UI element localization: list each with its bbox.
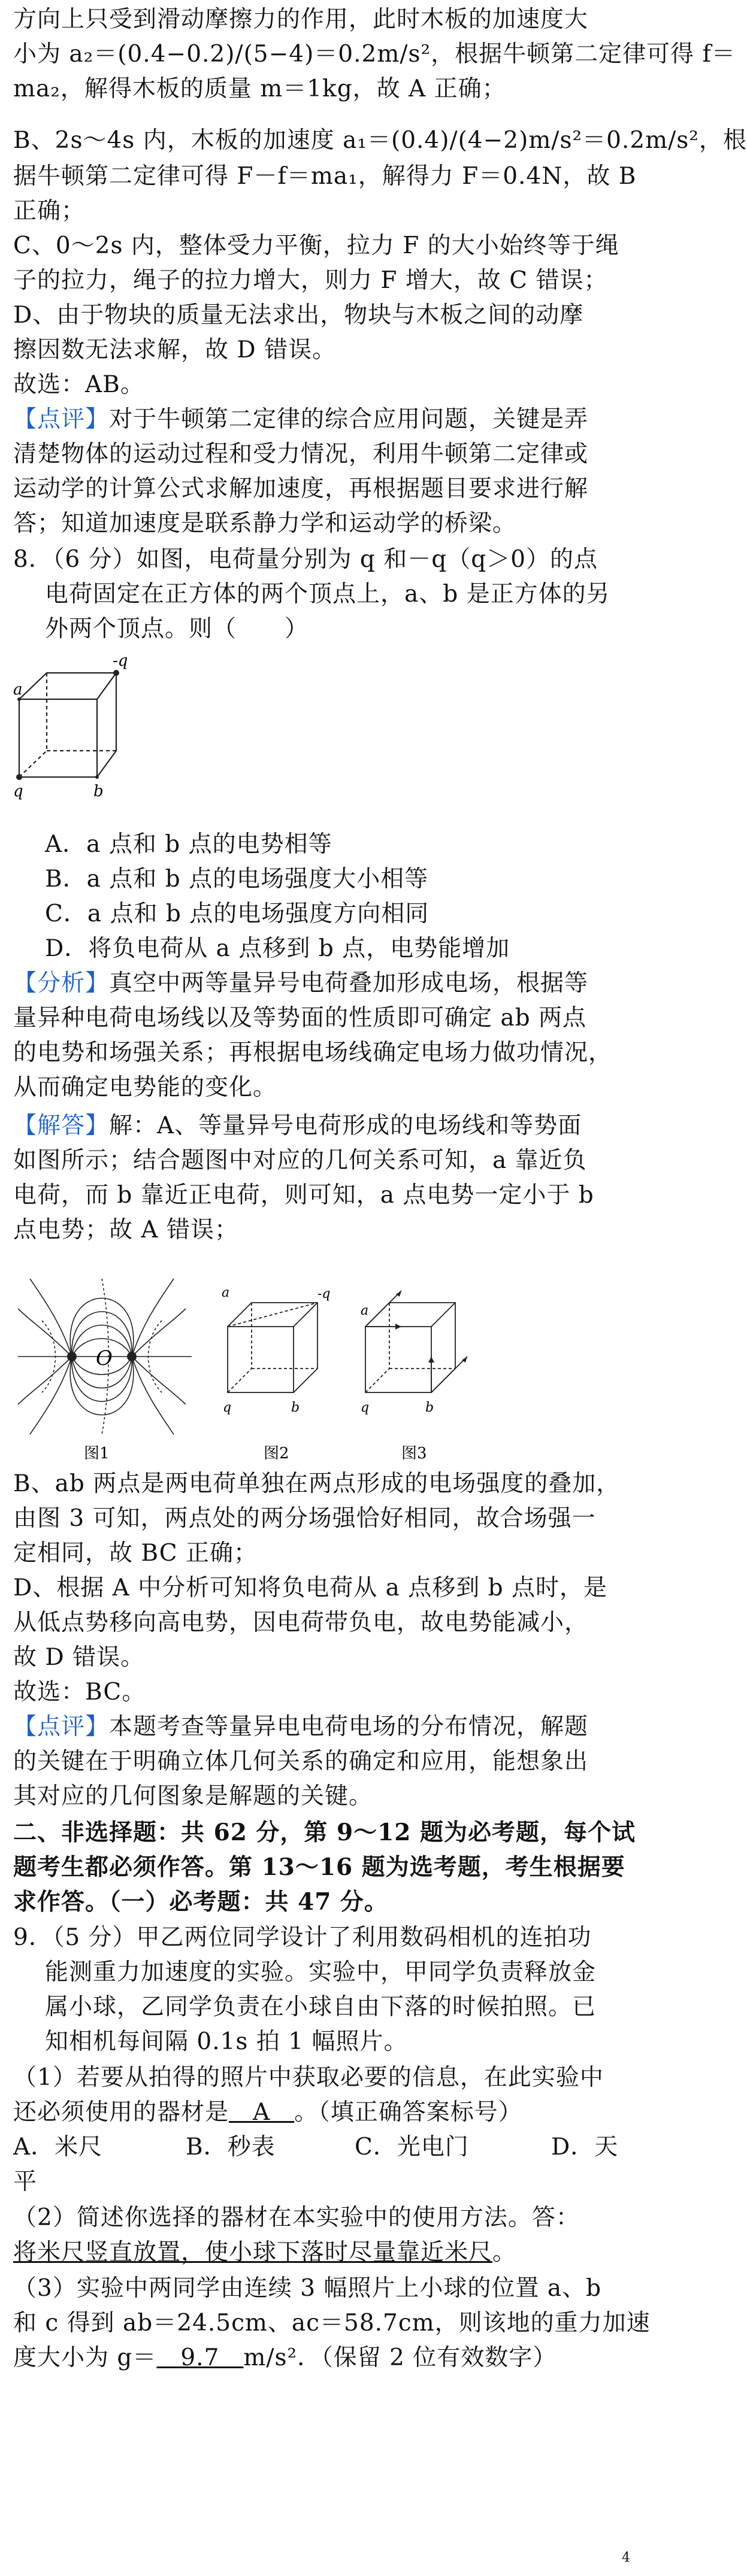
figure-3-cube	[365, 1291, 467, 1392]
text-fragment: 。	[492, 2239, 517, 2266]
section-heading: 二、非选择题：共 62 分，第 9～12 题为必考题，每个试	[13, 1819, 636, 1846]
answer-text: 解：A、等量异号电荷形成的电场线和等势面	[109, 1112, 582, 1139]
label-O: O	[96, 1346, 113, 1370]
comment-line	[13, 1712, 588, 1742]
fig2-label-a: a	[222, 1285, 230, 1300]
option-a: A．米尺	[13, 2134, 103, 2161]
fig2-label-minus-q: -q	[317, 1287, 331, 1301]
comment-text: 对于牛顿第二定律的综合应用问题，关键是弄	[109, 406, 589, 433]
text-line: 由图 3 可知，两点处的两分场强恰好相同，故合场强一	[13, 1505, 596, 1532]
text-line: 点电势；故 A 错误；	[13, 1216, 238, 1243]
text-line: 子的拉力，绳子的拉力增大，则力 F 增大，故 C 错误；	[13, 267, 608, 294]
text-line: 如图所示；结合题图中对应的几何关系可知，a 靠近负	[13, 1147, 587, 1174]
page-number: 4	[622, 2550, 630, 2565]
answer-tag: 【解答】	[13, 1112, 110, 1139]
fig3-label-a: a	[361, 1303, 369, 1318]
text-line: 从低点势移向高电势，因电荷带负电，故电势能减小，	[13, 1609, 589, 1636]
text-line: （2）简述你选择的器材在本实验中的使用方法。答：	[13, 2204, 580, 2231]
label-b: b	[93, 782, 104, 800]
option-c: C．a 点和 b 点的电场强度方向相同	[45, 900, 430, 927]
text-line: 电荷固定在正方体的两个顶点上，a、b 是正方体的另	[45, 581, 610, 608]
text-fragment: 。（填正确答案标号）	[294, 2099, 522, 2126]
text-line: 答；知道加速度是联系静力学和运动学的桥梁。	[13, 510, 517, 537]
fill-in-line	[13, 2238, 516, 2268]
text-line: 和 c 得到 ab＝24.5cm、ac＝58.7cm，则该地的重力加速	[13, 2310, 651, 2337]
question-title: 8．（6 分）如图，电荷量分别为 q 和－q（q＞0）的点	[13, 546, 598, 573]
fig2-label-q: q	[223, 1400, 232, 1415]
comment-line	[13, 405, 588, 435]
text-fragment: 度大小为 g＝	[13, 2344, 157, 2371]
field-figures	[6, 1255, 461, 1464]
text-line: D、根据 A 中分析可知将负电荷从 a 点移到 b 点时，是	[13, 1574, 608, 1601]
fig3-label-b: b	[425, 1400, 434, 1415]
text-line: 知相机每间隔 0.1s 拍 1 幅照片。	[45, 2028, 408, 2055]
text-line: 的电势和场强关系；再根据电场线确定电场力做功情况，	[13, 1039, 613, 1066]
fill-in-line	[13, 2343, 557, 2373]
text-fragment: 还必须使用的器材是	[13, 2099, 229, 2126]
text-line: ma₂，解得木板的质量 m＝1kg，故 A 正确；	[13, 75, 506, 102]
text-line: （1）若要从拍得的照片中获取必要的信息，在此实验中	[13, 2064, 604, 2091]
answer-line	[13, 1111, 582, 1141]
text-line: 据牛顿第二定律可得 F－f＝ma₁，解得力 F＝0.4N，故 B	[13, 163, 637, 190]
text-line: 能测重力加速度的实验。实验中，甲同学负责释放金	[45, 1959, 597, 1986]
text-line: （3）实验中两同学由连续 3 幅照片上小球的位置 a、b	[13, 2275, 602, 2302]
text-line: 故选：AB。	[13, 371, 144, 398]
analysis-text: 真空中两等量异号电荷叠加形成电场，根据等	[109, 970, 589, 997]
label-a: a	[13, 681, 23, 699]
comment-tag: 【点评】	[13, 406, 110, 433]
text-line: 属小球，乙同学负责在小球自由下落的时候拍照。已	[45, 1994, 597, 2020]
comment-tag: 【点评】	[13, 1713, 110, 1740]
option-d-tail: 平	[13, 2168, 38, 2195]
text-line: 运动学的计算公式求解加速度，再根据题目要求进行解	[13, 475, 589, 502]
text-line: B、ab 两点是两电荷单独在两点形成的电场强度的叠加，	[13, 1470, 621, 1497]
figure-2-cube	[228, 1303, 317, 1392]
text-line: 擦因数无法求解，故 D 错误。	[13, 336, 337, 363]
text-line: B、2s～4s 内，木板的加速度 a₁＝(0.4)/(4−2)m/s²＝0.2m/s²，根	[13, 127, 747, 154]
answer-blank: 9.7	[156, 2344, 244, 2371]
text-line: 定相同，故 BC 正确；	[13, 1540, 258, 1567]
text-line: D、由于物块的质量无法求出，物块与木板之间的动摩	[13, 302, 584, 329]
text-line: 清楚物体的运动过程和受力情况，利用牛顿第二定律或	[13, 441, 589, 468]
text-line: 的关键在于明确立体几何关系的确定和应用，能想象出	[13, 1748, 589, 1775]
answer-blank: 将米尺竖直放置，使小球下落时尽量靠近米尺	[13, 2239, 493, 2266]
text-line: 外两个顶点。则（ ）	[45, 615, 309, 642]
text-line: 小为 a₂＝(0.4−0.2)/(5−4)＝0.2m/s²，根据牛顿第二定律可得 f＝	[13, 41, 736, 68]
fill-in-line	[13, 2098, 522, 2128]
text-line: C、0～2s 内，整体受力平衡，拉力 F 的大小始终等于绳	[13, 232, 619, 259]
text-line: 故 D 错误。	[13, 1644, 145, 1671]
cube-figure	[11, 651, 131, 831]
comment-text: 本题考查等量异电电荷电场的分布情况，解题	[109, 1713, 589, 1740]
text-line: 其对应的几何图象是解题的关键。	[13, 1783, 373, 1810]
label-q: q	[13, 782, 23, 800]
analysis-tag: 【分析】	[13, 970, 110, 997]
option-b: B．秒表	[186, 2134, 276, 2161]
text-line: 方向上只受到滑动摩擦力的作用，此时木板的加速度大	[13, 6, 589, 33]
text-fragment: m/s²．（保留 2 位有效数字）	[243, 2344, 557, 2371]
fig3-label-q: q	[361, 1400, 370, 1415]
text-line: 量异种电荷电场线以及等势面的性质即可确定 ab 两点	[13, 1005, 587, 1031]
figure-3-caption: 图3	[401, 1445, 427, 1463]
figure-1-caption: 图1	[84, 1445, 110, 1463]
text-line: 电荷，而 b 靠近正电荷，则可知，a 点电势一定小于 b	[13, 1182, 594, 1209]
section-heading: 题考生都必须作答。第 13～16 题为选考题，考生根据要	[13, 1853, 625, 1881]
analysis-line	[13, 969, 588, 999]
figure-2-caption: 图2	[264, 1445, 289, 1463]
question-title: 9．（5 分）甲乙两位同学设计了利用数码相机的连拍功	[13, 1924, 592, 1951]
fig2-label-b: b	[291, 1400, 300, 1415]
text-line: 正确；	[13, 198, 86, 224]
option-b: B．a 点和 b 点的电场强度大小相等	[45, 866, 429, 893]
answer-blank: A	[229, 2099, 295, 2126]
section-heading: 求作答。（一）必考题：共 47 分。	[13, 1888, 388, 1916]
option-d: D．将负电荷从 a 点移到 b 点，电势能增加	[45, 935, 510, 962]
text-line: 故选：BC。	[13, 1679, 146, 1706]
label-minus-q: -q	[113, 652, 128, 670]
option-d: D．天	[551, 2134, 619, 2161]
option-c: C．光电门	[355, 2134, 469, 2161]
option-a: A．a 点和 b 点的电势相等	[45, 831, 332, 858]
text-line: 从而确定电势能的变化。	[13, 1074, 277, 1101]
